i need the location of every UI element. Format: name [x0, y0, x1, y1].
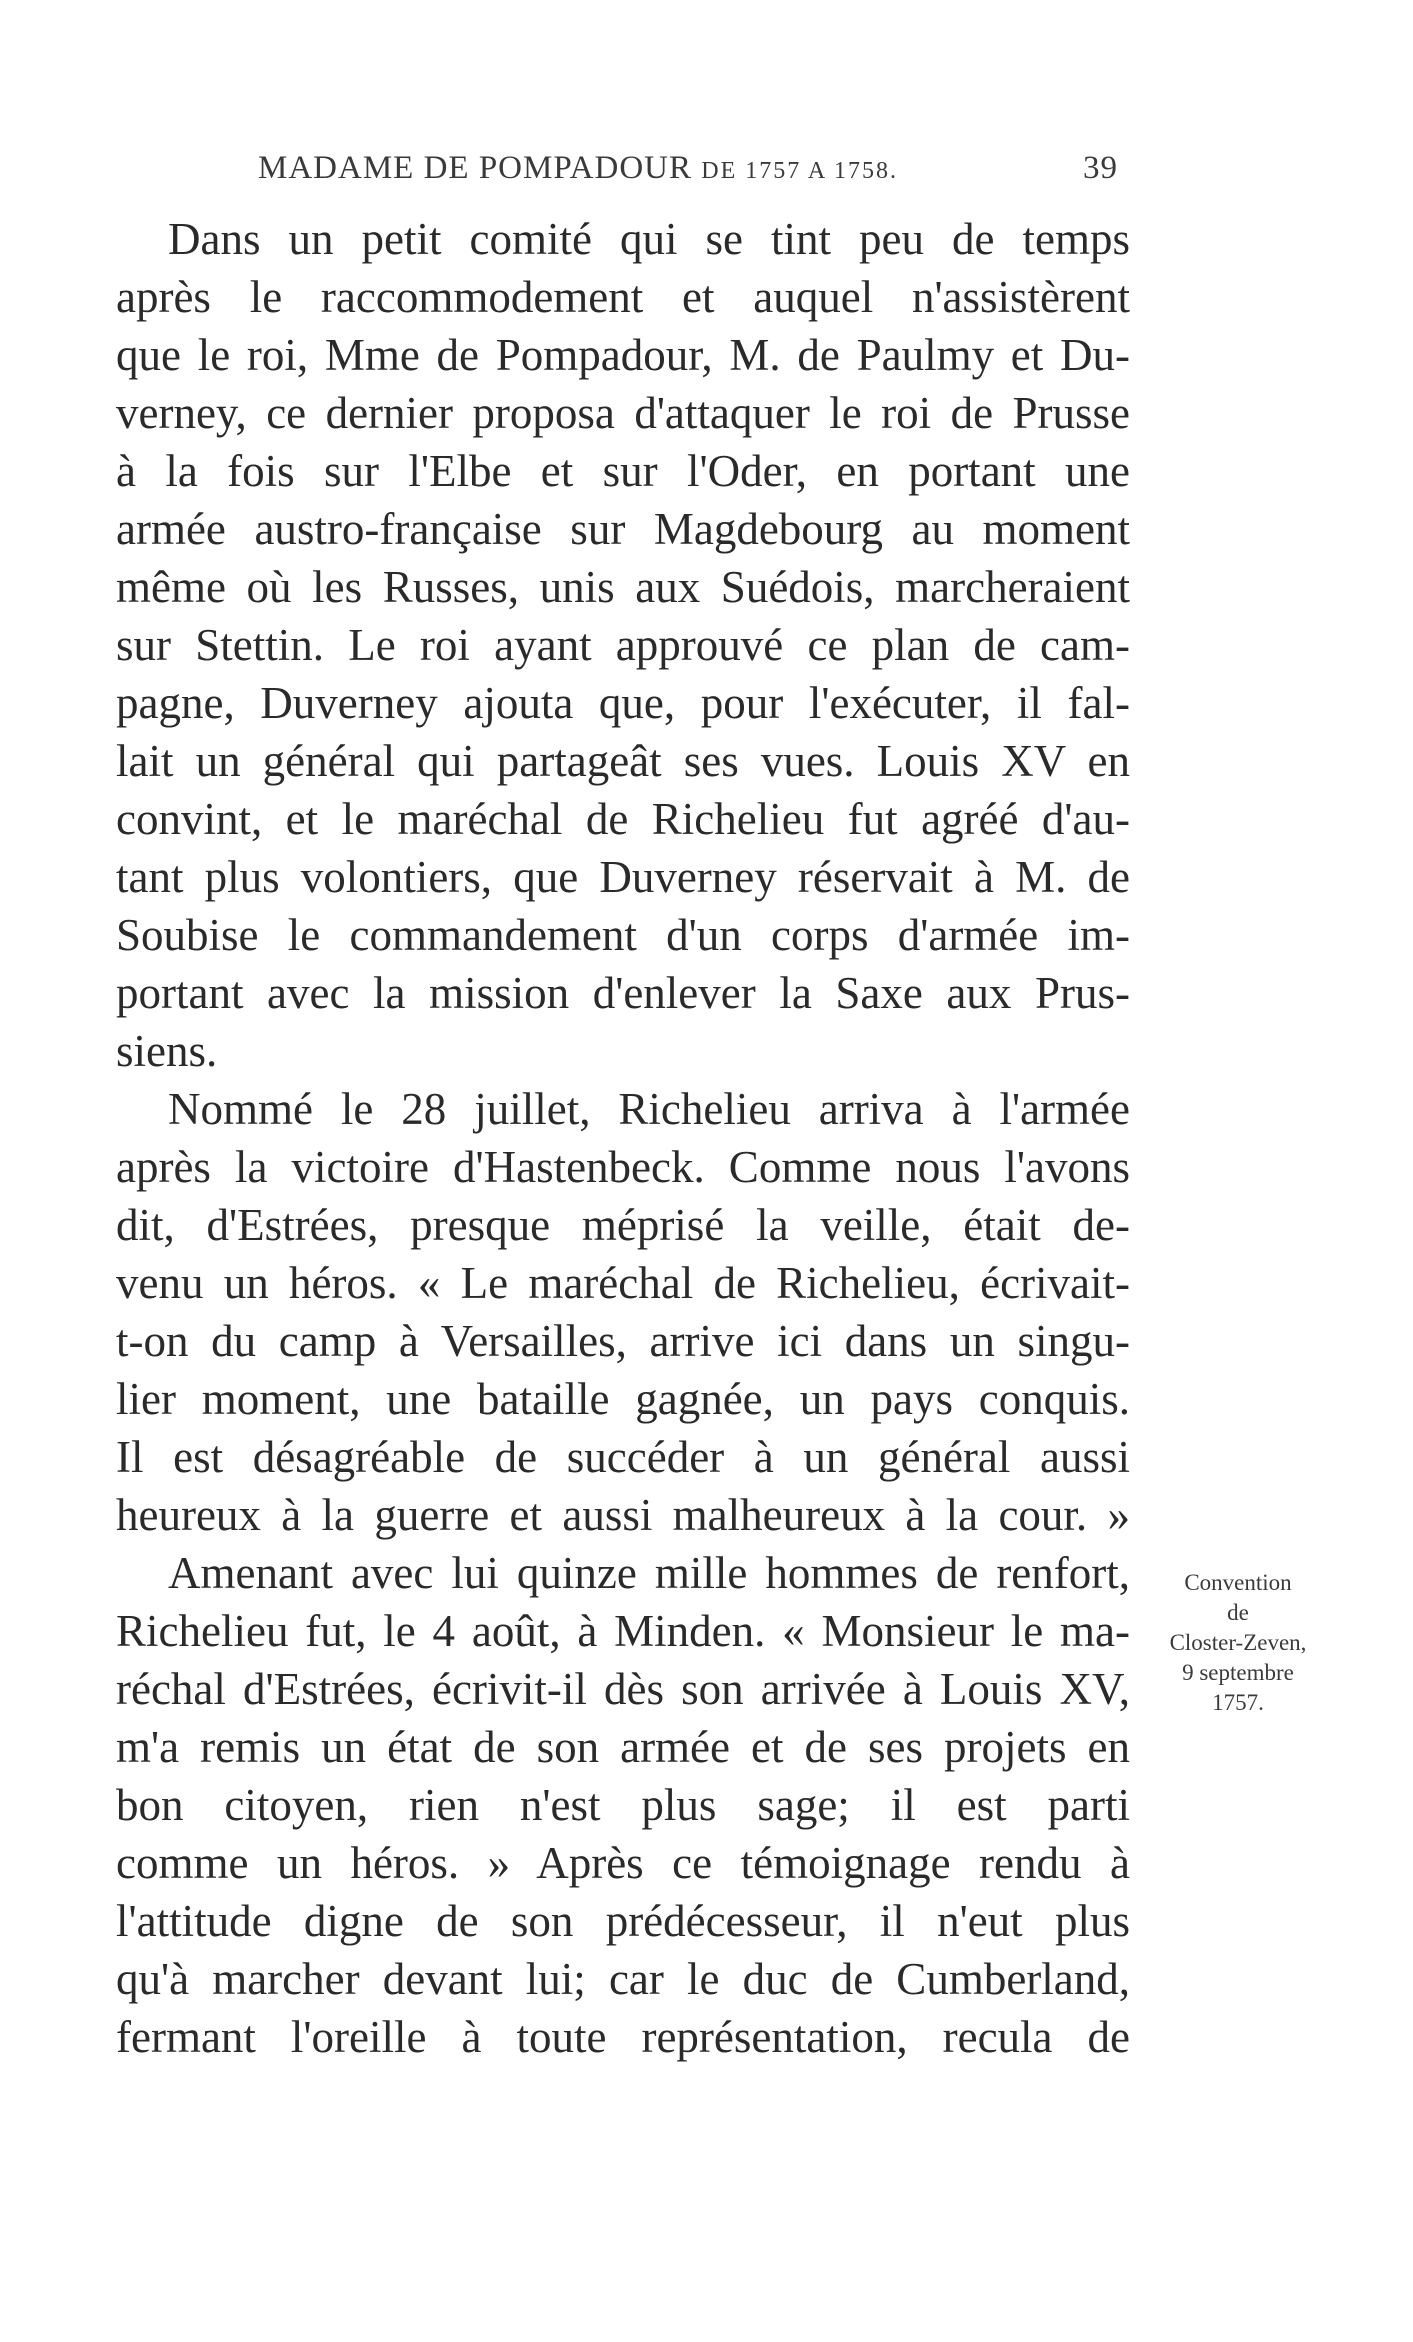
text-line: sur Stettin. Le roi ayant approuvé ce plan de cam-: [116, 620, 1130, 670]
text-line: heureux à la guerre et aussi malheureux à la cour. »: [116, 1490, 1130, 1540]
margin-note-line: 9 septembre: [1182, 1660, 1294, 1685]
margin-note-line: 1757.: [1212, 1690, 1264, 1715]
text-line: réchal d'Estrées, écrivit-il dès son arrivée à Louis XV,: [116, 1664, 1130, 1714]
text-line: comme un héros. » Après ce témoignage rendu à: [116, 1838, 1130, 1888]
text-line: lier moment, une bataille gagnée, un pays conquis.: [116, 1374, 1130, 1424]
text-line: Dans un petit comité qui se tint peu de temps: [168, 214, 1130, 264]
margin-note-line: Closter-Zeven,: [1169, 1630, 1307, 1655]
margin-note: [1150, 1568, 1326, 1718]
text-line: Amenant avec lui quinze mille hommes de renfort,: [168, 1548, 1130, 1598]
running-title-dates: DE 1757 A 1758.: [701, 158, 898, 184]
running-head: [258, 150, 1118, 200]
text-line: tant plus volontiers, que Duverney réservait à M. de: [116, 852, 1130, 902]
text-line: même où les Russes, unis aux Suédois, marcheraient: [116, 562, 1130, 612]
text-line: fermant l'oreille à toute représentation, recula de: [116, 2012, 1130, 2062]
text-line: Nommé le 28 juillet, Richelieu arriva à l'armée: [168, 1084, 1130, 1134]
page-number: 39: [1083, 150, 1118, 186]
running-title: [258, 150, 898, 187]
text-line: lait un général qui partageât ses vues. Louis XV en: [116, 736, 1130, 786]
margin-note-line: Convention: [1184, 1570, 1292, 1595]
text-line: portant avec la mission d'enlever la Saxe aux Prus-: [116, 968, 1130, 1018]
text-line: convint, et le maréchal de Richelieu fut agréé d'au-: [116, 794, 1130, 844]
text-line: après le raccommodement et auquel n'assistèrent: [116, 272, 1130, 322]
text-line: Il est désagréable de succéder à un général aussi: [116, 1432, 1130, 1482]
text-line: armée austro-française sur Magdebourg au moment: [116, 504, 1130, 554]
running-title-main: MADAME DE POMPADOUR: [258, 150, 693, 186]
text-line: à la fois sur l'Elbe et sur l'Oder, en portant une: [116, 446, 1130, 496]
text-line: que le roi, Mme de Pompadour, M. de Paulmy et Du-: [116, 330, 1130, 380]
text-line: l'attitude digne de son prédécesseur, il n'eut plus: [116, 1896, 1130, 1946]
text-line: Soubise le commandement d'un corps d'armée im-: [116, 910, 1130, 960]
text-line: m'a remis un état de son armée et de ses projets en: [116, 1722, 1130, 1772]
text-line: verney, ce dernier proposa d'attaquer le roi de Prusse: [116, 388, 1130, 438]
text-line: qu'à marcher devant lui; car le duc de Cumberland,: [116, 1954, 1130, 2004]
text-line: après la victoire d'Hastenbeck. Comme nous l'avons: [116, 1142, 1130, 1192]
text-line: Richelieu fut, le 4 août, à Minden. « Monsieur le ma-: [116, 1606, 1130, 1656]
text-line: venu un héros. « Le maréchal de Richelieu, écrivait-: [116, 1258, 1130, 1308]
text-line: t-on du camp à Versailles, arrive ici dans un singu-: [116, 1316, 1130, 1366]
text-line: bon citoyen, rien n'est plus sage; il est parti: [116, 1780, 1130, 1830]
text-line: dit, d'Estrées, presque méprisé la veille, était de-: [116, 1200, 1130, 1250]
text-line: pagne, Duverney ajouta que, pour l'exécuter, il fal-: [116, 678, 1130, 728]
margin-note-line: de: [1227, 1600, 1249, 1625]
text-line: siens.: [116, 1026, 218, 1076]
